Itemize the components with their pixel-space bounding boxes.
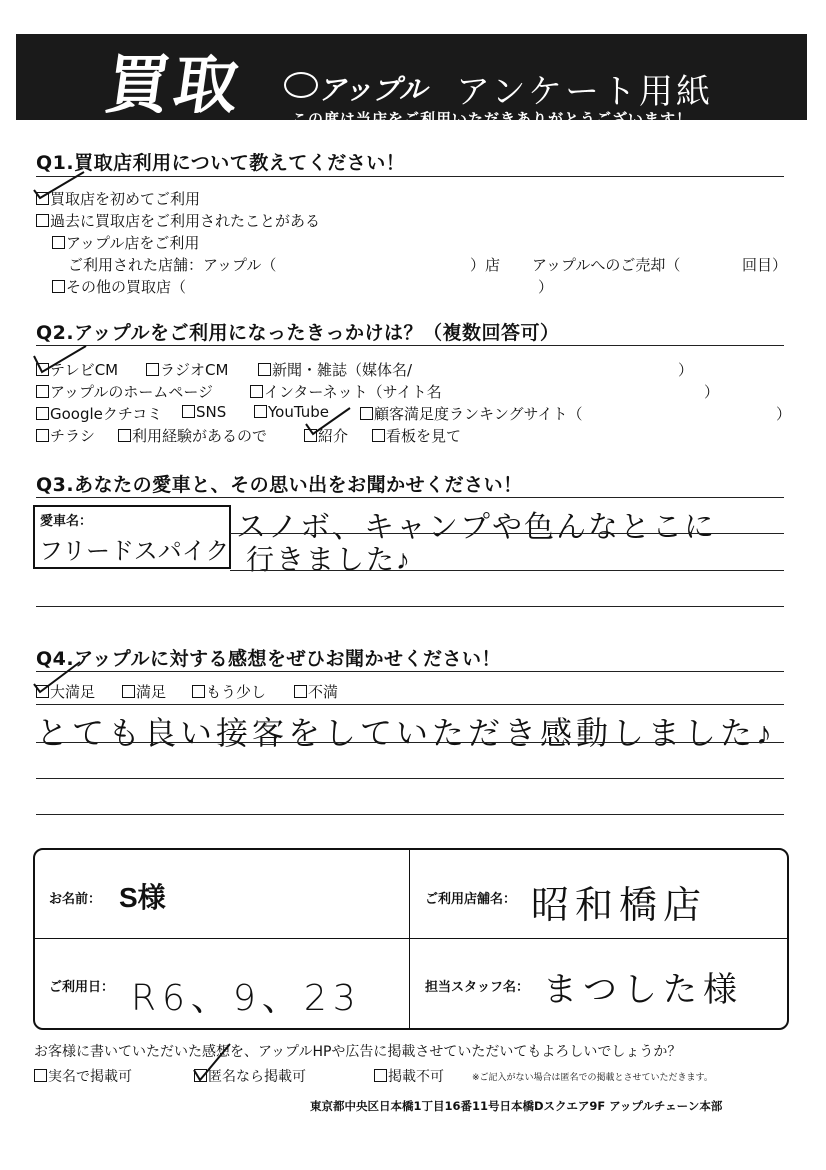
q3-answer-line1: スノボ、キャンプや色んなとこに	[236, 510, 716, 545]
header-title: アンケート用紙	[456, 72, 713, 112]
checkmark-icon	[30, 340, 90, 376]
option-label: 新聞・雑誌（媒体名/	[272, 361, 413, 379]
option-label: 過去に買取店をご利用されたことがある	[50, 212, 321, 230]
date-label: ご利用日：	[49, 980, 115, 995]
option-label: もう少し	[206, 683, 267, 701]
checkbox[interactable]	[118, 429, 131, 442]
q2-option-ranking[interactable]	[360, 403, 583, 424]
option-label: SNS	[196, 403, 227, 421]
checkbox[interactable]	[294, 685, 307, 698]
q2-option-sns[interactable]	[182, 403, 226, 421]
name-label: お名前：	[49, 892, 102, 907]
option-label: アップル店をご利用	[66, 234, 200, 252]
option-label: 匿名なら掲載可	[208, 1069, 306, 1085]
option-label: Googleクチコミ	[50, 405, 163, 423]
checkbox[interactable]	[34, 1069, 47, 1082]
checkbox[interactable]	[254, 405, 267, 418]
q3-answer-line2: 行きました♪	[246, 543, 413, 576]
consent-question: お客様に書いていただいた感想を、アップルHPや広告に掲載させていただいてもよろしいでしょうか？	[34, 1044, 682, 1060]
q1-option-apple[interactable]	[52, 232, 199, 253]
q2-news-close: ）	[678, 361, 694, 379]
q2-option-google[interactable]	[36, 403, 162, 424]
option-label: テレビCM	[50, 361, 119, 379]
option-label: 実名で掲載可	[48, 1069, 132, 1085]
q2-option-news[interactable]	[258, 359, 412, 380]
staff-label: 担当スタッフ名：	[425, 980, 530, 995]
q2-option-flyer[interactable]	[36, 425, 95, 446]
checkbox[interactable]	[52, 280, 65, 293]
footer-address: 東京都中央区日本橋1丁目16番11号日本橋Dスクエア9F アップルチェーン本部	[310, 1099, 723, 1113]
divider	[36, 704, 784, 705]
q2-ranking-close: ）	[776, 405, 792, 423]
option-label: インターネット（サイト名	[264, 383, 442, 401]
q4-option-satisfied[interactable]	[122, 681, 166, 702]
checkbox[interactable]	[36, 385, 49, 398]
checkmark-icon	[190, 1040, 236, 1086]
divider	[36, 778, 784, 779]
checkbox[interactable]	[360, 407, 373, 420]
q1-option-other[interactable]	[52, 276, 186, 297]
car-name-value: フリードスパイク	[39, 537, 230, 565]
checkbox[interactable]	[52, 236, 65, 249]
checkbox[interactable]	[374, 1069, 387, 1082]
divider	[36, 742, 784, 743]
q2-internet-close: ）	[704, 383, 720, 401]
header-logo-text: アップル	[318, 73, 427, 106]
q4-heading: Q4.アップルに対する感想をぜひお聞かせください！	[36, 648, 502, 670]
checkbox[interactable]	[122, 685, 135, 698]
option-label: 顧客満足度ランキングサイト（	[374, 405, 583, 423]
consent-option-no[interactable]	[374, 1066, 444, 1086]
divider	[409, 850, 410, 1028]
option-label: 利用経験があるので	[132, 427, 268, 445]
q2-option-experience[interactable]	[118, 425, 267, 446]
q1-store-suffix: ）店	[470, 256, 501, 274]
store-label: ご利用店舗名：	[425, 892, 517, 907]
q1-visits-label: アップルへのご売却（	[532, 256, 681, 274]
divider	[36, 606, 784, 607]
checkmark-icon	[302, 404, 354, 438]
divider	[36, 497, 784, 498]
checkbox[interactable]	[182, 405, 195, 418]
checkbox[interactable]	[36, 407, 49, 420]
header-kanji: 買取	[100, 49, 248, 123]
q3-heading: Q3.あなたの愛車と、その思い出をお聞かせください！	[36, 474, 523, 496]
checkbox[interactable]	[372, 429, 385, 442]
q2-heading: Q2.アップルをご利用になったきっかけは？（複数回答可）	[36, 322, 560, 344]
q1-visits-suffix: 回目）	[742, 256, 788, 274]
consent-note: ※ご記入がない場合は匿名での掲載とさせていただきます。	[472, 1073, 713, 1083]
divider	[35, 938, 787, 939]
customer-info-table	[33, 848, 789, 1030]
option-label: 買取店を初めてご利用	[50, 190, 201, 208]
car-name-box	[33, 505, 231, 569]
checkmark-icon	[30, 168, 90, 204]
option-label: 掲載不可	[388, 1069, 444, 1085]
checkbox[interactable]	[36, 429, 49, 442]
q4-option-more[interactable]	[192, 681, 266, 702]
q2-option-internet[interactable]	[250, 381, 442, 402]
q4-option-unsatisfied[interactable]	[294, 681, 338, 702]
apple-logo-icon	[284, 72, 318, 98]
option-label: 看板を見て	[386, 427, 462, 445]
car-name-label: 愛車名：	[40, 514, 93, 529]
divider	[36, 814, 784, 815]
divider	[36, 176, 784, 177]
header-subtitle: この度は当店をご利用いただきありがとうございます！	[292, 110, 693, 128]
q2-option-sign[interactable]	[372, 425, 461, 446]
option-label: 満足	[136, 683, 167, 701]
name-value: S様	[119, 882, 166, 913]
checkbox[interactable]	[258, 363, 271, 376]
staff-value: まつした様	[543, 970, 743, 1010]
option-label: ラジオCM	[160, 361, 229, 379]
divider	[230, 533, 784, 534]
q1-store-label: ご利用された店舗：アップル（	[68, 256, 277, 274]
date-value: R6、9、23	[131, 978, 362, 1019]
header-banner	[16, 34, 807, 128]
divider	[230, 570, 784, 571]
divider	[36, 671, 784, 672]
option-label: その他の買取店（	[66, 278, 187, 296]
q1-heading: Q1.買取店利用について教えてください！	[36, 152, 406, 174]
option-label: YouTube	[268, 403, 329, 421]
q4-answer: とても良い接客をしていただき感動しました♪	[36, 714, 777, 752]
checkmark-icon	[30, 658, 86, 698]
q1-option-past[interactable]	[36, 210, 320, 231]
option-label: 不満	[308, 683, 339, 701]
checkbox[interactable]	[146, 363, 159, 376]
q1-other-close: ）	[538, 278, 554, 296]
checkbox[interactable]	[192, 685, 205, 698]
option-label: チラシ	[50, 427, 96, 445]
q2-option-radio[interactable]	[146, 359, 228, 380]
q2-option-hp[interactable]	[36, 381, 213, 402]
checkbox[interactable]	[36, 214, 49, 227]
option-label: アップルのホームページ	[50, 383, 214, 401]
divider	[36, 345, 784, 346]
checkbox[interactable]	[250, 385, 263, 398]
consent-option-real-name[interactable]	[34, 1066, 132, 1086]
option-label: 大満足	[50, 683, 96, 701]
option-label: 紹介	[318, 427, 349, 445]
store-value: 昭和橋店	[531, 883, 708, 927]
